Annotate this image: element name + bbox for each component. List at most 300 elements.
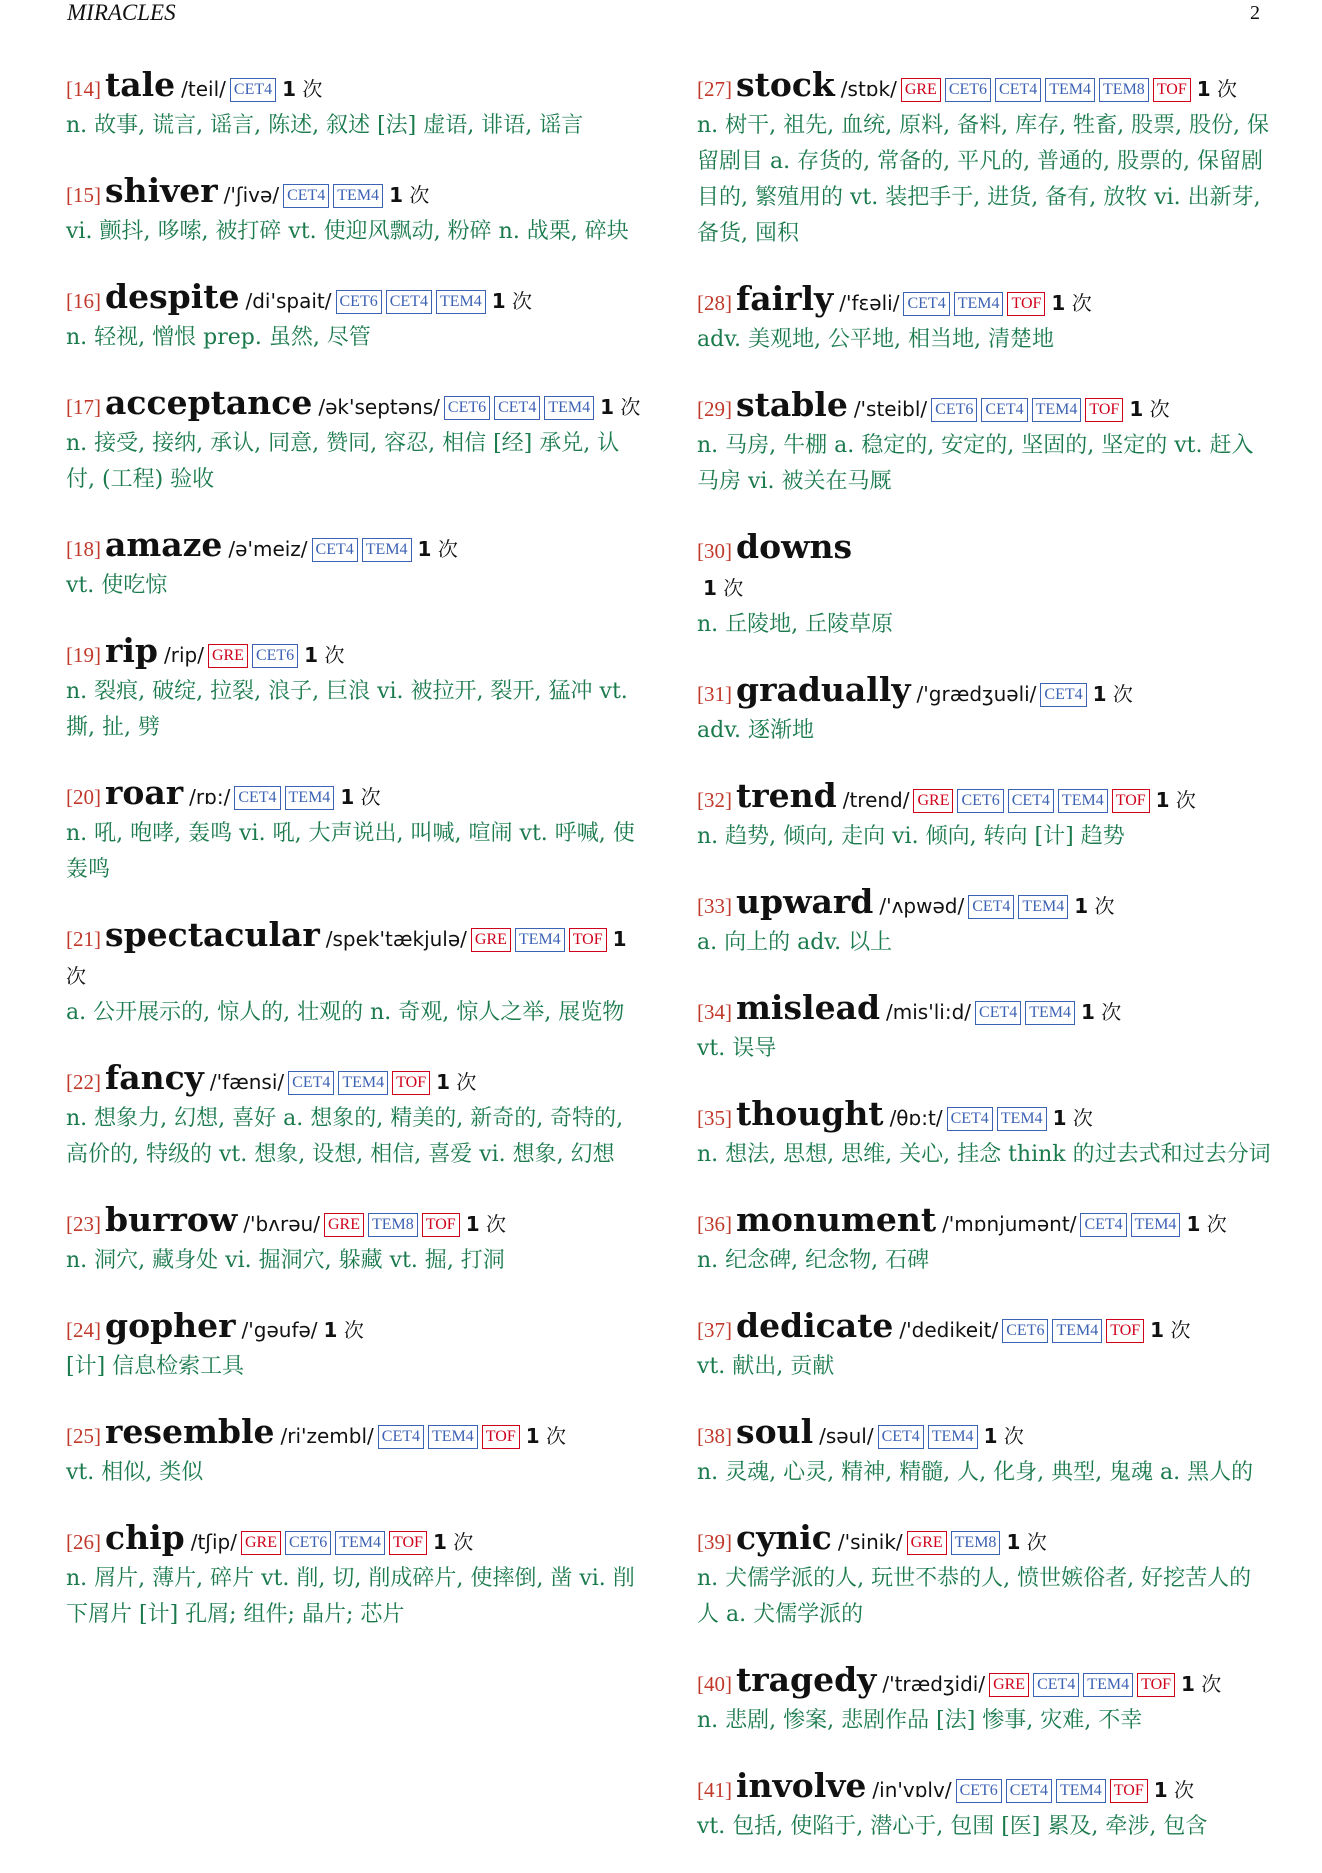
- exam-tag: TEM4: [1045, 78, 1095, 102]
- headword: amaze: [105, 525, 223, 564]
- frequency: [466, 1212, 506, 1236]
- entry-number: [21]: [66, 927, 101, 951]
- frequency-count: 1: [1153, 1778, 1168, 1802]
- entry-headline: [66, 526, 642, 568]
- frequency-unit: 次: [1072, 1106, 1093, 1130]
- entry-number: [24]: [66, 1318, 101, 1342]
- entry-number: [27]: [697, 77, 732, 101]
- vocab-entry: [66, 632, 642, 746]
- exam-tag: CET4: [230, 78, 276, 102]
- exam-tag: TEM4: [333, 184, 383, 208]
- headword: dedicate: [736, 1306, 894, 1345]
- exam-tag: TEM8: [1099, 78, 1149, 102]
- frequency: [1053, 1106, 1093, 1130]
- frequency: [1156, 788, 1196, 812]
- frequency-count: 1: [600, 395, 615, 419]
- exam-tag: TEM4: [1018, 895, 1068, 919]
- vocab-entry: [697, 883, 1273, 961]
- entry-number: [30]: [697, 539, 732, 563]
- phonetic: /'trædʒidi/: [882, 1672, 986, 1696]
- entry-headline: [66, 278, 642, 320]
- frequency: [1006, 1530, 1046, 1554]
- entry-number: [16]: [66, 289, 101, 313]
- entry-number: [39]: [697, 1530, 732, 1554]
- frequency: [1093, 682, 1133, 706]
- definition: n. 裂痕, 破绽, 拉裂, 浪子, 巨浪 vi. 被拉开, 裂开, 猛冲 vt. 撕, 扯, 劈: [66, 679, 628, 740]
- definition: n. 屑片, 薄片, 碎片 vt. 削, 切, 削成碎片, 使摔倒, 凿 vi. 削下屑片 [计] 孔屑; 组件; 晶片; 芯片: [66, 1566, 635, 1627]
- frequency-unit: 次: [512, 289, 532, 313]
- frequency-count: 1: [1074, 894, 1089, 918]
- entry-headline: [66, 632, 642, 674]
- entry-number: [38]: [697, 1424, 732, 1448]
- headword: trend: [736, 776, 837, 815]
- frequency-count: 1: [340, 785, 355, 809]
- exam-tag: TOF: [569, 928, 607, 952]
- frequency: [1154, 1778, 1194, 1802]
- phonetic: /'ʃivə/: [223, 183, 280, 207]
- headword: shiver: [105, 171, 218, 210]
- exam-tag: CET4: [947, 1107, 993, 1131]
- frequency-unit: 次: [1170, 1318, 1191, 1342]
- vocab-entry: [66, 278, 642, 356]
- frequency-unit: 次: [1101, 1000, 1122, 1024]
- vocab-entry: [66, 1201, 642, 1279]
- vocab-entry: [66, 1307, 642, 1385]
- definition: n. 故事, 谎言, 谣言, 陈述, 叙述 [法] 虚语, 诽语, 谣言: [66, 113, 584, 138]
- phonetic: /spek'tækjulə/: [325, 927, 467, 951]
- entry-number: [28]: [697, 291, 732, 315]
- headword: monument: [736, 1200, 937, 1239]
- definition: n. 吼, 咆哮, 轰鸣 vi. 吼, 大声说出, 叫喊, 喧闹 vt. 呼喊, 使轰鸣: [66, 821, 635, 882]
- vocab-entry: [697, 1201, 1273, 1279]
- frequency-unit: 次: [324, 643, 345, 667]
- exam-tag: TEM4: [997, 1107, 1047, 1131]
- definition: vt. 献出, 贡献: [697, 1354, 835, 1379]
- vocab-entry: [697, 386, 1273, 500]
- phonetic: /'mɒnjumənt/: [942, 1212, 1077, 1236]
- running-header-title: MIRACLES: [67, 0, 176, 25]
- entry-headline: [697, 1095, 1273, 1137]
- headword: spectacular: [105, 915, 320, 954]
- exam-tag: TEM4: [335, 1531, 385, 1555]
- exam-tag: TEM4: [1131, 1213, 1181, 1237]
- frequency-count: 1: [1006, 1530, 1021, 1554]
- exam-tag: TOF: [389, 1531, 427, 1555]
- frequency: [526, 1424, 566, 1448]
- definition: vi. 颤抖, 哆嗦, 被打碎 vt. 使迎风飘动, 粉碎 n. 战栗, 碎块: [66, 219, 629, 244]
- frequency-count: 1: [465, 1212, 480, 1236]
- definition: adv. 美观地, 公平地, 相当地, 清楚地: [697, 327, 1054, 352]
- frequency: [433, 1530, 473, 1554]
- headword: downs: [736, 527, 853, 566]
- exam-tag: CET4: [975, 1001, 1021, 1025]
- vocab-entry: [66, 774, 642, 888]
- vocab-entry: [66, 1519, 642, 1633]
- phonetic: /mis'li:d/: [886, 1000, 972, 1024]
- frequency-unit: 次: [360, 785, 381, 809]
- exam-tag: CET4: [968, 895, 1014, 919]
- frequency-count: 1: [1052, 1106, 1067, 1130]
- entry-number: [17]: [66, 395, 101, 419]
- headword: despite: [105, 277, 240, 316]
- headword: stable: [736, 385, 848, 424]
- exam-tag: CET4: [878, 1425, 924, 1449]
- vocab-entry: [697, 66, 1273, 252]
- headword: burrow: [105, 1200, 238, 1239]
- frequency-unit: 次: [1149, 397, 1170, 421]
- frequency-count: 1: [1092, 682, 1107, 706]
- exam-tag: TOF: [392, 1071, 430, 1095]
- exam-tag: TEM4: [1052, 1319, 1102, 1343]
- definition: vt. 使吃惊: [66, 573, 168, 598]
- exam-tag: TEM4: [1056, 1779, 1106, 1803]
- definition: adv. 逐渐地: [697, 718, 815, 743]
- vocab-entry: [697, 1095, 1273, 1173]
- exam-tag: TEM4: [928, 1425, 978, 1449]
- phonetic: /di'spait/: [245, 289, 332, 313]
- entry-number: [35]: [697, 1106, 732, 1130]
- exam-tag: CET6: [956, 1779, 1002, 1803]
- frequency-unit: 次: [1094, 894, 1115, 918]
- headword: resemble: [105, 1412, 275, 1451]
- frequency-unit: 次: [620, 395, 641, 419]
- definition: vt. 相似, 类似: [66, 1460, 204, 1485]
- exam-tag: TOF: [1106, 1319, 1144, 1343]
- exam-tag: TEM4: [954, 292, 1004, 316]
- headword: rip: [105, 631, 158, 670]
- entry-number: [31]: [697, 682, 732, 706]
- phonetic: /'gəufə/: [241, 1318, 318, 1342]
- headword: thought: [736, 1094, 884, 1133]
- definition: n. 想法, 思想, 思维, 关心, 挂念 think 的过去式和过去分词: [697, 1142, 1271, 1167]
- phonetic: /'dedikeit/: [899, 1318, 999, 1342]
- exam-tag: CET6: [945, 78, 991, 102]
- phonetic: /'bʌrəu/: [243, 1212, 320, 1236]
- entry-headline: [697, 1519, 1273, 1561]
- frequency: [324, 1318, 364, 1342]
- entry-number: [14]: [66, 77, 101, 101]
- exam-tag: CET4: [1008, 789, 1054, 813]
- frequency-unit: 次: [1003, 1424, 1024, 1448]
- entry-headline: [697, 528, 1273, 607]
- entry-headline: [697, 1413, 1273, 1455]
- left-column: [66, 66, 642, 1661]
- phonetic: /rip/: [164, 643, 204, 667]
- vocab-entry: [66, 172, 642, 250]
- frequency-count: 1: [389, 183, 403, 207]
- exam-tag: TEM4: [1058, 789, 1108, 813]
- frequency: [1129, 397, 1169, 421]
- exam-tag: TEM8: [368, 1213, 418, 1237]
- vocab-entry: [697, 280, 1273, 358]
- frequency: [389, 183, 429, 207]
- frequency-unit: 次: [437, 537, 458, 561]
- frequency: [1186, 1212, 1226, 1236]
- definition: n. 趋势, 倾向, 走向 vi. 倾向, 转向 [计] 趋势: [697, 824, 1125, 849]
- frequency: [492, 289, 532, 313]
- exam-tag: CET4: [903, 292, 949, 316]
- headword: cynic: [736, 1518, 832, 1557]
- exam-tag: TEM8: [951, 1531, 1001, 1555]
- frequency-count: 1: [703, 576, 717, 600]
- headword: fancy: [105, 1058, 204, 1097]
- frequency-count: 1: [323, 1318, 338, 1342]
- entry-headline: [697, 1307, 1273, 1349]
- frequency-unit: 次: [409, 183, 430, 207]
- frequency-unit: 次: [1201, 1672, 1222, 1696]
- exam-tag: GRE: [241, 1531, 281, 1555]
- frequency-count: 1: [1129, 397, 1144, 421]
- exam-tag: TOF: [1085, 398, 1123, 422]
- exam-tag: CET6: [931, 398, 977, 422]
- headword: roar: [105, 773, 184, 812]
- headword: chip: [105, 1518, 185, 1557]
- exam-tag: TEM4: [515, 928, 565, 952]
- definition: a. 公开展示的, 惊人的, 壮观的 n. 奇观, 惊人之举, 展览物: [66, 1000, 625, 1025]
- definition: n. 接受, 接纳, 承认, 同意, 赞同, 容忍, 相信 [经] 承兑, 认付, (工程) 验收: [66, 431, 620, 492]
- headword: tale: [105, 65, 176, 104]
- frequency-unit: 次: [546, 1424, 566, 1448]
- frequency-count: 1: [282, 77, 297, 101]
- definition: n. 丘陵地, 丘陵草原: [697, 612, 894, 637]
- frequency-count: 1: [525, 1424, 540, 1448]
- definition: n. 马房, 牛棚 a. 稳定的, 安定的, 坚固的, 坚定的 vt. 赶入马房 vi. 被关在马厩: [697, 433, 1254, 494]
- frequency-unit: 次: [723, 576, 744, 600]
- exam-tag: CET6: [1002, 1319, 1048, 1343]
- entry-headline: [697, 66, 1273, 108]
- frequency-count: 1: [1155, 788, 1170, 812]
- entry-number: [36]: [697, 1212, 732, 1236]
- exam-tag: CET6: [444, 396, 490, 420]
- entry-headline: [66, 916, 642, 995]
- definition: [计] 信息检索工具: [66, 1354, 245, 1379]
- exam-tag: GRE: [471, 928, 511, 952]
- frequency: [1074, 894, 1114, 918]
- frequency: [1051, 291, 1091, 315]
- entry-number: [20]: [66, 785, 101, 809]
- phonetic: /rɒ:/: [189, 785, 231, 809]
- entry-headline: [697, 883, 1273, 925]
- entry-headline: [697, 1661, 1273, 1703]
- exam-tag: TEM4: [1032, 398, 1082, 422]
- entry-headline: [66, 1519, 642, 1561]
- frequency-unit: 次: [1217, 77, 1238, 101]
- phonetic: /'steibl/: [853, 397, 928, 421]
- definition: n. 悲剧, 惨案, 悲剧作品 [法] 惨事, 灾难, 不幸: [697, 1708, 1143, 1733]
- entry-number: [32]: [697, 788, 732, 812]
- exam-tag: TEM4: [428, 1425, 478, 1449]
- exam-tag: GRE: [989, 1673, 1029, 1697]
- frequency: [304, 643, 344, 667]
- frequency: [1181, 1672, 1221, 1696]
- frequency: [1150, 1318, 1190, 1342]
- exam-tag: CET4: [1033, 1673, 1079, 1697]
- frequency: [340, 785, 380, 809]
- vocab-entry: [697, 989, 1273, 1067]
- frequency-count: 1: [612, 927, 627, 951]
- entry-headline: [697, 1767, 1273, 1809]
- vocab-entry: [697, 1519, 1273, 1633]
- exam-tag: CET6: [957, 789, 1003, 813]
- frequency-count: 1: [1186, 1212, 1201, 1236]
- exam-tag: GRE: [907, 1531, 947, 1555]
- phonetic: /'fɛəli/: [839, 291, 900, 315]
- vocab-entry: [697, 671, 1273, 749]
- vocab-entry: [697, 1661, 1273, 1739]
- exam-tag: TEM4: [285, 786, 335, 810]
- exam-tag: CET4: [1080, 1213, 1126, 1237]
- phonetic: /səul/: [819, 1424, 874, 1448]
- vocab-entry: [697, 777, 1273, 855]
- headword: tragedy: [736, 1660, 877, 1699]
- exam-tag: TOF: [1007, 292, 1045, 316]
- entry-headline: [697, 777, 1273, 819]
- vocab-entry: [66, 1413, 642, 1491]
- exam-tag: CET6: [285, 1531, 331, 1555]
- entry-number: [29]: [697, 397, 732, 421]
- frequency-count: 1: [1081, 1000, 1095, 1024]
- phonetic: /θɒ:t/: [889, 1106, 943, 1130]
- entry-headline: [66, 66, 642, 108]
- frequency-unit: 次: [1071, 291, 1092, 315]
- exam-tag: GRE: [208, 644, 248, 668]
- frequency-unit: 次: [453, 1530, 474, 1554]
- entry-number: [18]: [66, 537, 101, 561]
- phonetic: /'sinik/: [837, 1530, 903, 1554]
- exam-tag: CET6: [252, 644, 298, 668]
- entry-headline: [66, 774, 642, 816]
- exam-tag: CET4: [378, 1425, 424, 1449]
- frequency-unit: 次: [302, 77, 323, 101]
- phonetic: /ək'septəns/: [318, 395, 440, 419]
- definition: n. 树干, 祖先, 血统, 原料, 备料, 库存, 牲畜, 股票, 股份, 保留剧目 a. 存货的, 常备的, 平凡的, 普通的, 股票的, 保留剧目的, 繁殖用的 vt. 装把手于, 进货, 备有, 放牧 vi. 出新芽, 备货, 囤积: [697, 113, 1270, 246]
- frequency-count: 1: [983, 1424, 998, 1448]
- headword: fairly: [736, 279, 834, 318]
- exam-tag: TEM4: [1025, 1001, 1075, 1025]
- exam-tag: CET4: [288, 1071, 334, 1095]
- phonetic: /in'vɒlv/: [872, 1778, 952, 1802]
- frequency-unit: 次: [66, 964, 86, 988]
- vocab-entry: [697, 1307, 1273, 1385]
- definition: n. 轻视, 憎恨 prep. 虽然, 尽管: [66, 325, 371, 350]
- entry-number: [19]: [66, 643, 101, 667]
- vocab-entry: [66, 384, 642, 498]
- entry-headline: [697, 671, 1273, 713]
- frequency-unit: 次: [456, 1070, 477, 1094]
- page-number: 2: [1250, 2, 1260, 24]
- entry-number: [15]: [66, 183, 101, 207]
- phonetic: /trend/: [842, 788, 910, 812]
- phonetic: /'ʌpwəd/: [879, 894, 965, 918]
- vocab-entry: [697, 1413, 1273, 1491]
- phonetic: /'fænsi/: [209, 1070, 285, 1094]
- entry-headline: [697, 386, 1273, 428]
- frequency: [418, 537, 458, 561]
- entry-headline: [697, 989, 1273, 1031]
- phonetic: /teil/: [181, 77, 226, 101]
- phonetic: /tʃip/: [190, 1530, 237, 1554]
- exam-tag: CET4: [234, 786, 280, 810]
- frequency-count: 1: [1181, 1672, 1195, 1696]
- entry-number: [22]: [66, 1070, 101, 1094]
- exam-tag: TOF: [1112, 789, 1150, 813]
- entry-number: [34]: [697, 1000, 732, 1024]
- entry-number: [23]: [66, 1212, 101, 1236]
- entry-headline: [697, 1201, 1273, 1243]
- definition: n. 犬儒学派的人, 玩世不恭的人, 愤世嫉俗者, 好挖苦人的人 a. 犬儒学派的: [697, 1566, 1252, 1627]
- phonetic: /ri'zembl/: [280, 1424, 374, 1448]
- frequency-unit: 次: [343, 1318, 364, 1342]
- vocab-entry: [66, 526, 642, 604]
- frequency: [282, 77, 322, 101]
- exam-tag: TOF: [1110, 1779, 1148, 1803]
- entry-headline: [66, 1413, 642, 1455]
- headword: mislead: [736, 988, 881, 1027]
- headword: stock: [736, 65, 835, 104]
- exam-tag: TEM4: [362, 538, 412, 562]
- entry-headline: [66, 172, 642, 214]
- vocab-entry: [697, 528, 1273, 643]
- frequency-count: 1: [304, 643, 319, 667]
- frequency-unit: 次: [1112, 682, 1133, 706]
- definition: a. 向上的 adv. 以上: [697, 930, 893, 955]
- entry-number: [41]: [697, 1778, 732, 1802]
- entry-headline: [66, 1201, 642, 1243]
- entry-number: [26]: [66, 1530, 101, 1554]
- frequency-count: 1: [491, 289, 506, 313]
- phonetic: /'grædʒuəli/: [916, 682, 1037, 706]
- exam-tag: TEM4: [544, 396, 594, 420]
- exam-tag: CET4: [283, 184, 329, 208]
- right-column: [697, 66, 1273, 1873]
- vocab-entry: [66, 916, 642, 1031]
- headword: soul: [736, 1412, 814, 1451]
- frequency-unit: 次: [485, 1212, 506, 1236]
- frequency-unit: 次: [1174, 1778, 1194, 1802]
- frequency: [600, 395, 640, 419]
- phonetic: /stɒk/: [840, 77, 897, 101]
- exam-tag: CET4: [312, 538, 358, 562]
- headword: acceptance: [105, 383, 313, 422]
- exam-tag: TOF: [422, 1213, 460, 1237]
- headword: upward: [736, 882, 874, 921]
- exam-tag: CET4: [494, 396, 540, 420]
- exam-tag: GRE: [901, 78, 941, 102]
- exam-tag: TEM4: [338, 1071, 388, 1095]
- exam-tag: CET4: [1006, 1779, 1052, 1803]
- entry-headline: [66, 1307, 642, 1349]
- frequency: [1081, 1000, 1121, 1024]
- frequency-count: 1: [1051, 291, 1066, 315]
- exam-tag: CET4: [995, 78, 1041, 102]
- frequency-unit: 次: [1175, 788, 1196, 812]
- exam-tag: CET4: [1040, 683, 1086, 707]
- definition: n. 洞穴, 藏身处 vi. 掘洞穴, 躲藏 vt. 掘, 打洞: [66, 1248, 505, 1273]
- frequency-unit: 次: [1026, 1530, 1047, 1554]
- definition: n. 想象力, 幻想, 喜好 a. 想象的, 精美的, 新奇的, 奇特的, 高价的, 特级的 vt. 想象, 设想, 相信, 喜爱 vi. 想象, 幻想: [66, 1106, 624, 1167]
- vocab-entry: [66, 66, 642, 144]
- exam-tag: GRE: [324, 1213, 364, 1237]
- exam-tag: CET6: [336, 290, 382, 314]
- entry-number: [25]: [66, 1424, 101, 1448]
- definition: n. 灵魂, 心灵, 精神, 精髓, 人, 化身, 典型, 鬼魂 a. 黑人的: [697, 1460, 1254, 1485]
- frequency: [436, 1070, 476, 1094]
- frequency: [703, 576, 743, 600]
- frequency-count: 1: [1196, 77, 1211, 101]
- frequency: [1197, 77, 1237, 101]
- headword: gopher: [105, 1306, 236, 1345]
- headword: gradually: [736, 670, 911, 709]
